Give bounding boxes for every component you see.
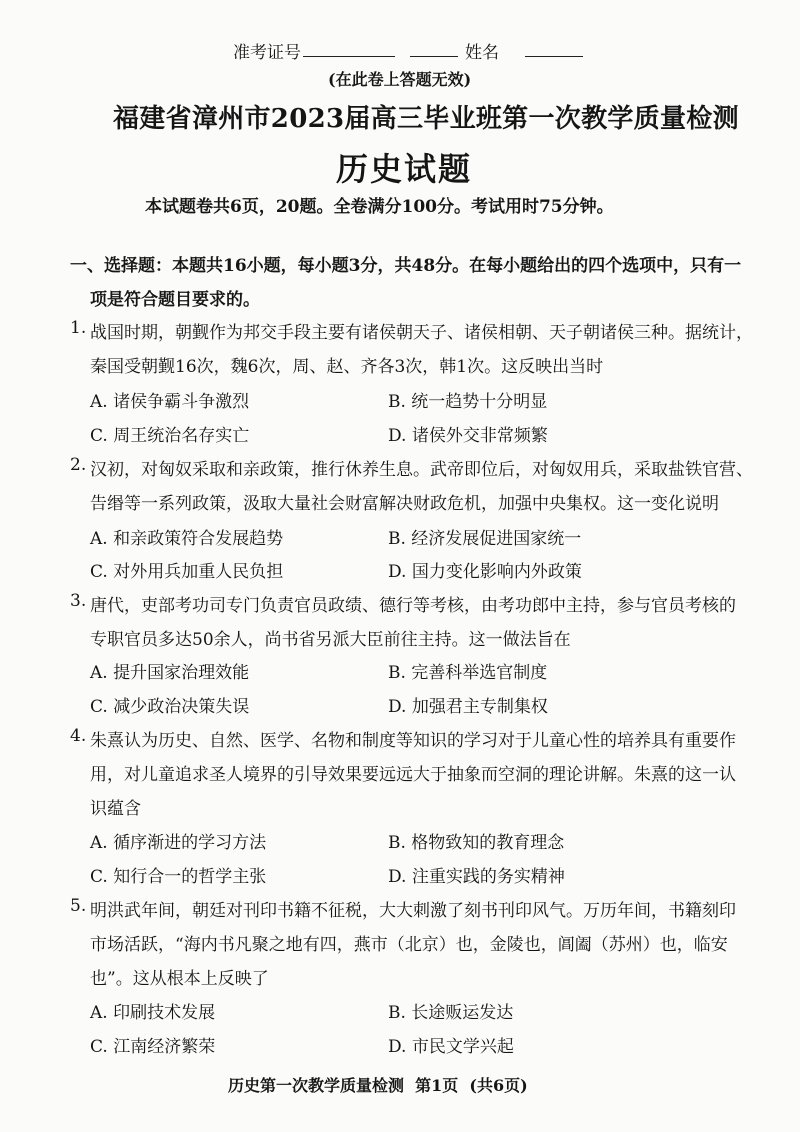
question-3-option-a: A. 提升国家治理效能 bbox=[90, 663, 250, 683]
question-1-number: 1. bbox=[70, 318, 87, 338]
question-1-option-b: B. 统一趋势十分明显 bbox=[388, 392, 548, 412]
question-2-option-a: A. 和亲政策符合发展趋势 bbox=[90, 529, 284, 549]
question-4-option-c: C. 知行合一的哲学主张 bbox=[90, 867, 267, 887]
page-footer: 历史第一次教学质量检测 第1页 (共6页) bbox=[228, 1076, 528, 1095]
question-5-option-b: B. 长途贩运发达 bbox=[388, 1003, 514, 1023]
question-3-option-c: C. 减少政治决策失误 bbox=[90, 697, 250, 717]
question-4-line-3: 识蕴含 bbox=[90, 799, 141, 819]
question-2-line-2: 告缗等一系列政策，汲取大量社会财富解决财政危机，加强中央集权。这一变化说明 bbox=[90, 494, 719, 514]
question-2-option-c: C. 对外用兵加重人民负担 bbox=[90, 562, 284, 582]
section-heading-line1: 一、选择题：本题共16小题，每小题3分，共48分。在每小题给出的四个选项中，只有一 bbox=[70, 256, 742, 276]
question-4-option-d: D. 注重实践的务实精神 bbox=[388, 867, 565, 887]
name-prefix-blank bbox=[410, 55, 458, 57]
question-3-line-1: 唐代，吏部考功司专门负责官员政绩、德行等考核，由考功郎中主持，参与官员考核的 bbox=[90, 596, 736, 616]
question-5-line-3: 也”。这从根本上反映了 bbox=[90, 969, 269, 989]
question-3-option-d: D. 加强君主专制集权 bbox=[388, 697, 548, 717]
question-2-number: 2. bbox=[70, 455, 87, 475]
question-4-option-b: B. 格物致知的教育理念 bbox=[388, 833, 565, 853]
question-4-option-a: A. 循序渐进的学习方法 bbox=[90, 833, 267, 853]
question-2-option-b: B. 经济发展促进国家统一 bbox=[388, 529, 582, 549]
answer-invalid-notice: (在此卷上答题无效) bbox=[328, 70, 472, 89]
question-5-line-2: 市场活跃，“海内书凡聚之地有四，燕市（北京）也，金陵也，阊阖（苏州）也，临安 bbox=[90, 935, 728, 955]
question-2-line-1: 汉初，对匈奴采取和亲政策，推行休养生息。武帝即位后，对匈奴用兵，采取盐铁官营、 bbox=[90, 460, 753, 480]
question-5-number: 5. bbox=[70, 896, 87, 916]
question-5-option-d: D. 市民文学兴起 bbox=[388, 1037, 514, 1057]
exam-ticket-label: 准考证号 bbox=[233, 43, 301, 63]
question-1-option-d: D. 诸侯外交非常频繁 bbox=[388, 426, 548, 446]
question-3-line-2: 专职官员多达50余人，尚书省另派大臣前往主持。这一做法旨在 bbox=[90, 630, 571, 650]
question-2-option-d: D. 国力变化影响内外政策 bbox=[388, 562, 582, 582]
question-1-option-c: C. 周王统治名存实亡 bbox=[90, 426, 250, 446]
question-5-option-c: C. 江南经济繁荣 bbox=[90, 1037, 216, 1057]
name-label: 姓名 bbox=[465, 43, 499, 63]
question-4-line-1: 朱熹认为历史、自然、医学、名物和制度等知识的学习对于儿童心性的培养具有重要作 bbox=[90, 731, 736, 751]
question-4-line-2: 用，对儿童追求圣人境界的引导效果要远远大于抽象而空洞的理论讲解。朱熹的这一认 bbox=[90, 765, 736, 785]
question-3-option-b: B. 完善科举选官制度 bbox=[388, 663, 548, 683]
subject-title: 历史试题 bbox=[336, 150, 473, 188]
question-1-line-2: 秦国受朝觐16次，魏6次，周、赵、齐各3次，韩1次。这反映出当时 bbox=[90, 357, 604, 377]
name-blank bbox=[525, 55, 583, 57]
question-4-number: 4. bbox=[70, 726, 87, 746]
exam-ticket-blank bbox=[303, 55, 395, 57]
question-5-option-a: A. 印刷技术发展 bbox=[90, 1003, 216, 1023]
question-1-line-1: 战国时期，朝觐作为邦交手段主要有诸侯朝天子、诸侯相朝、天子朝诸侯三种。据统计， bbox=[90, 323, 753, 343]
question-5-line-1: 明洪武年间，朝廷对刊印书籍不征税，大大刺激了刻书刊印风气。万历年间，书籍刻印 bbox=[90, 901, 736, 921]
exam-info: 本试题卷共6页，20题。全卷满分100分。考试用时75分钟。 bbox=[145, 197, 614, 217]
section-heading-line2: 项是符合题目要求的。 bbox=[90, 290, 260, 310]
question-3-number: 3. bbox=[70, 591, 87, 611]
question-1-option-a: A. 诸侯争霸斗争激烈 bbox=[90, 392, 250, 412]
exam-title: 福建省漳州市2023届高三毕业班第一次教学质量检测 bbox=[113, 104, 739, 134]
